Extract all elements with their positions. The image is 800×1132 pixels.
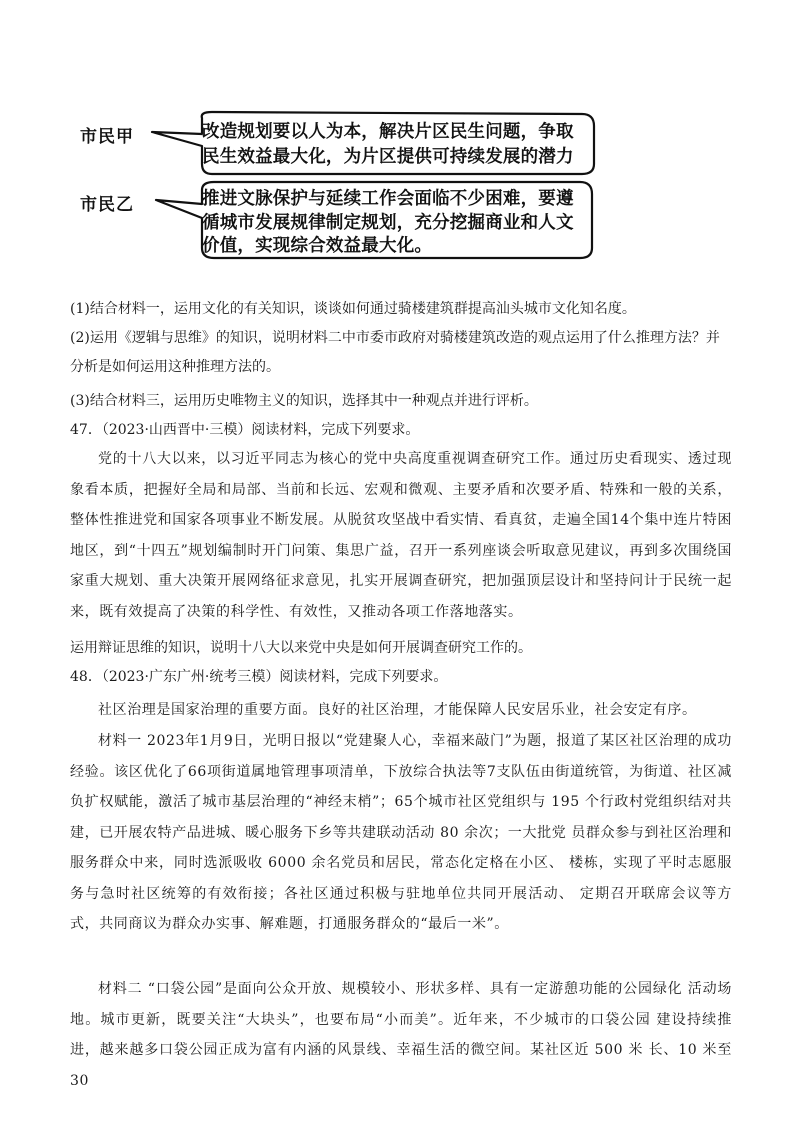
q47-material: 党的十八大以来，以习近平同志为核心的党中央高度重视调查研究工作。通过历史看现实、透过现象看本质，把握好全局和局部、当前和长远、宏观和微观、主要矛盾和次要矛盾、特殊和一般的关系，整体性推进党和国家各项事业不断发展。从脱贫攻坚战中看实情、看真贫，走遍全国14个集中连片特困地区，到“十四五”规划编制时开门问策、集思广益，召开一系列座谈会听取意见建议，再到多次围绕国家重大规划、重大决策开展网络征求意见，扎实开展调查研究，把加强顶层设计和坚持问计于民统一起来，既有效提高了决策的科学性、有效性，又推动各项工作落地落实。 — [70, 451, 732, 620]
speaker-b-label: 市民乙 — [80, 195, 134, 215]
q48-intro: 社区治理是国家治理的重要方面。良好的社区治理，才能保障人民安居乐业，社会安定有序。 — [98, 702, 697, 718]
q48-material2: 材料二 “口袋公园”是面向公众开放、规模较小、形状多样、具有一定游憩功能的公园绿化 活动场地。城市更新，既要关注“大块头”，也要布局“小而美”。近年来，不少城市的口袋公园 建设持续推进，越来越多口袋公园正成为富有内涵的风景线、幸福生活的微空间。某社区近 500 米 长、10 米至 30 — [70, 981, 732, 1089]
q46-sub3: (3)结合材料三，运用历史唯物主义的知识，选择其中一种观点并进行评析。 — [70, 393, 538, 409]
q46-sub2-line2: 分析是如何运用这种推理方法的。 — [70, 359, 280, 375]
bubble-a-line-1: 改造规划要以人为本，解决片区民生问题，争取 — [202, 122, 574, 142]
q48-material1: 材料一 2023年1月9日，光明日报以“党建聚人心，幸福来敲门”为题，报道了某区社区治理的成功经验。该区优化了66项街道属地管理事项清单，下放综合执法等7支队伍由街道统管，为街道、社区减负扩权赋能，激活了城市基层治理的“神经末梢”；65个城市社区党组织与 195 个行政村党组织结对共建，已开展农特产品进城、暖心服务下乡等共建联动活动 80 余次；一大批党 员群众参与到社区治理和服务群众中来，同时选派吸收 6000 余名党员和居民，常态化定格在小区、 楼栋，实现了平时志愿服务与急时社区统筹的有效衔接；各社区通过积极与驻地单位共同开展活动、 定期召开联席会议等方式，共同商议为群众办实事、解难题，打通服务群众的“最后一米”。 — [70, 733, 732, 932]
q48-header: 48．（2023·广东广州·统考三模）阅读材料，完成下列要求。 — [70, 669, 448, 685]
bubble-a-line-2: 民生效益最大化，为片区提供可持续发展的潜力 — [202, 147, 574, 167]
bubble-b-line-1: 推进文脉保护与延续工作会面临不少困难，要遵 — [202, 189, 574, 209]
speaker-a-label: 市民甲 — [80, 127, 134, 147]
q46-sub2-line1: (2)运用《逻辑与思维》的知识，说明材料二中市委市政府对骑楼建筑改造的观点运用了什么推理方法？并 — [70, 330, 720, 346]
q47-header: 47．（2023·山西晋中·三模）阅读材料，完成下列要求。 — [70, 422, 420, 438]
q46-sub1: (1)结合材料一，运用文化的有关知识，谈谈如何通过骑楼建筑群提高汕头城市文化知名度。 — [70, 301, 636, 317]
speech-bubble-figure — [72, 108, 612, 278]
bubble-b-line-3: 价值，实现综合效益最大化。 — [202, 236, 433, 256]
bubble-b-line-2: 循城市发展规律制定规划，充分挖掘商业和人文 — [202, 213, 574, 233]
q47-question: 运用辩证思维的知识，说明十八大以来党中央是如何开展调查研究工作的。 — [70, 640, 532, 656]
